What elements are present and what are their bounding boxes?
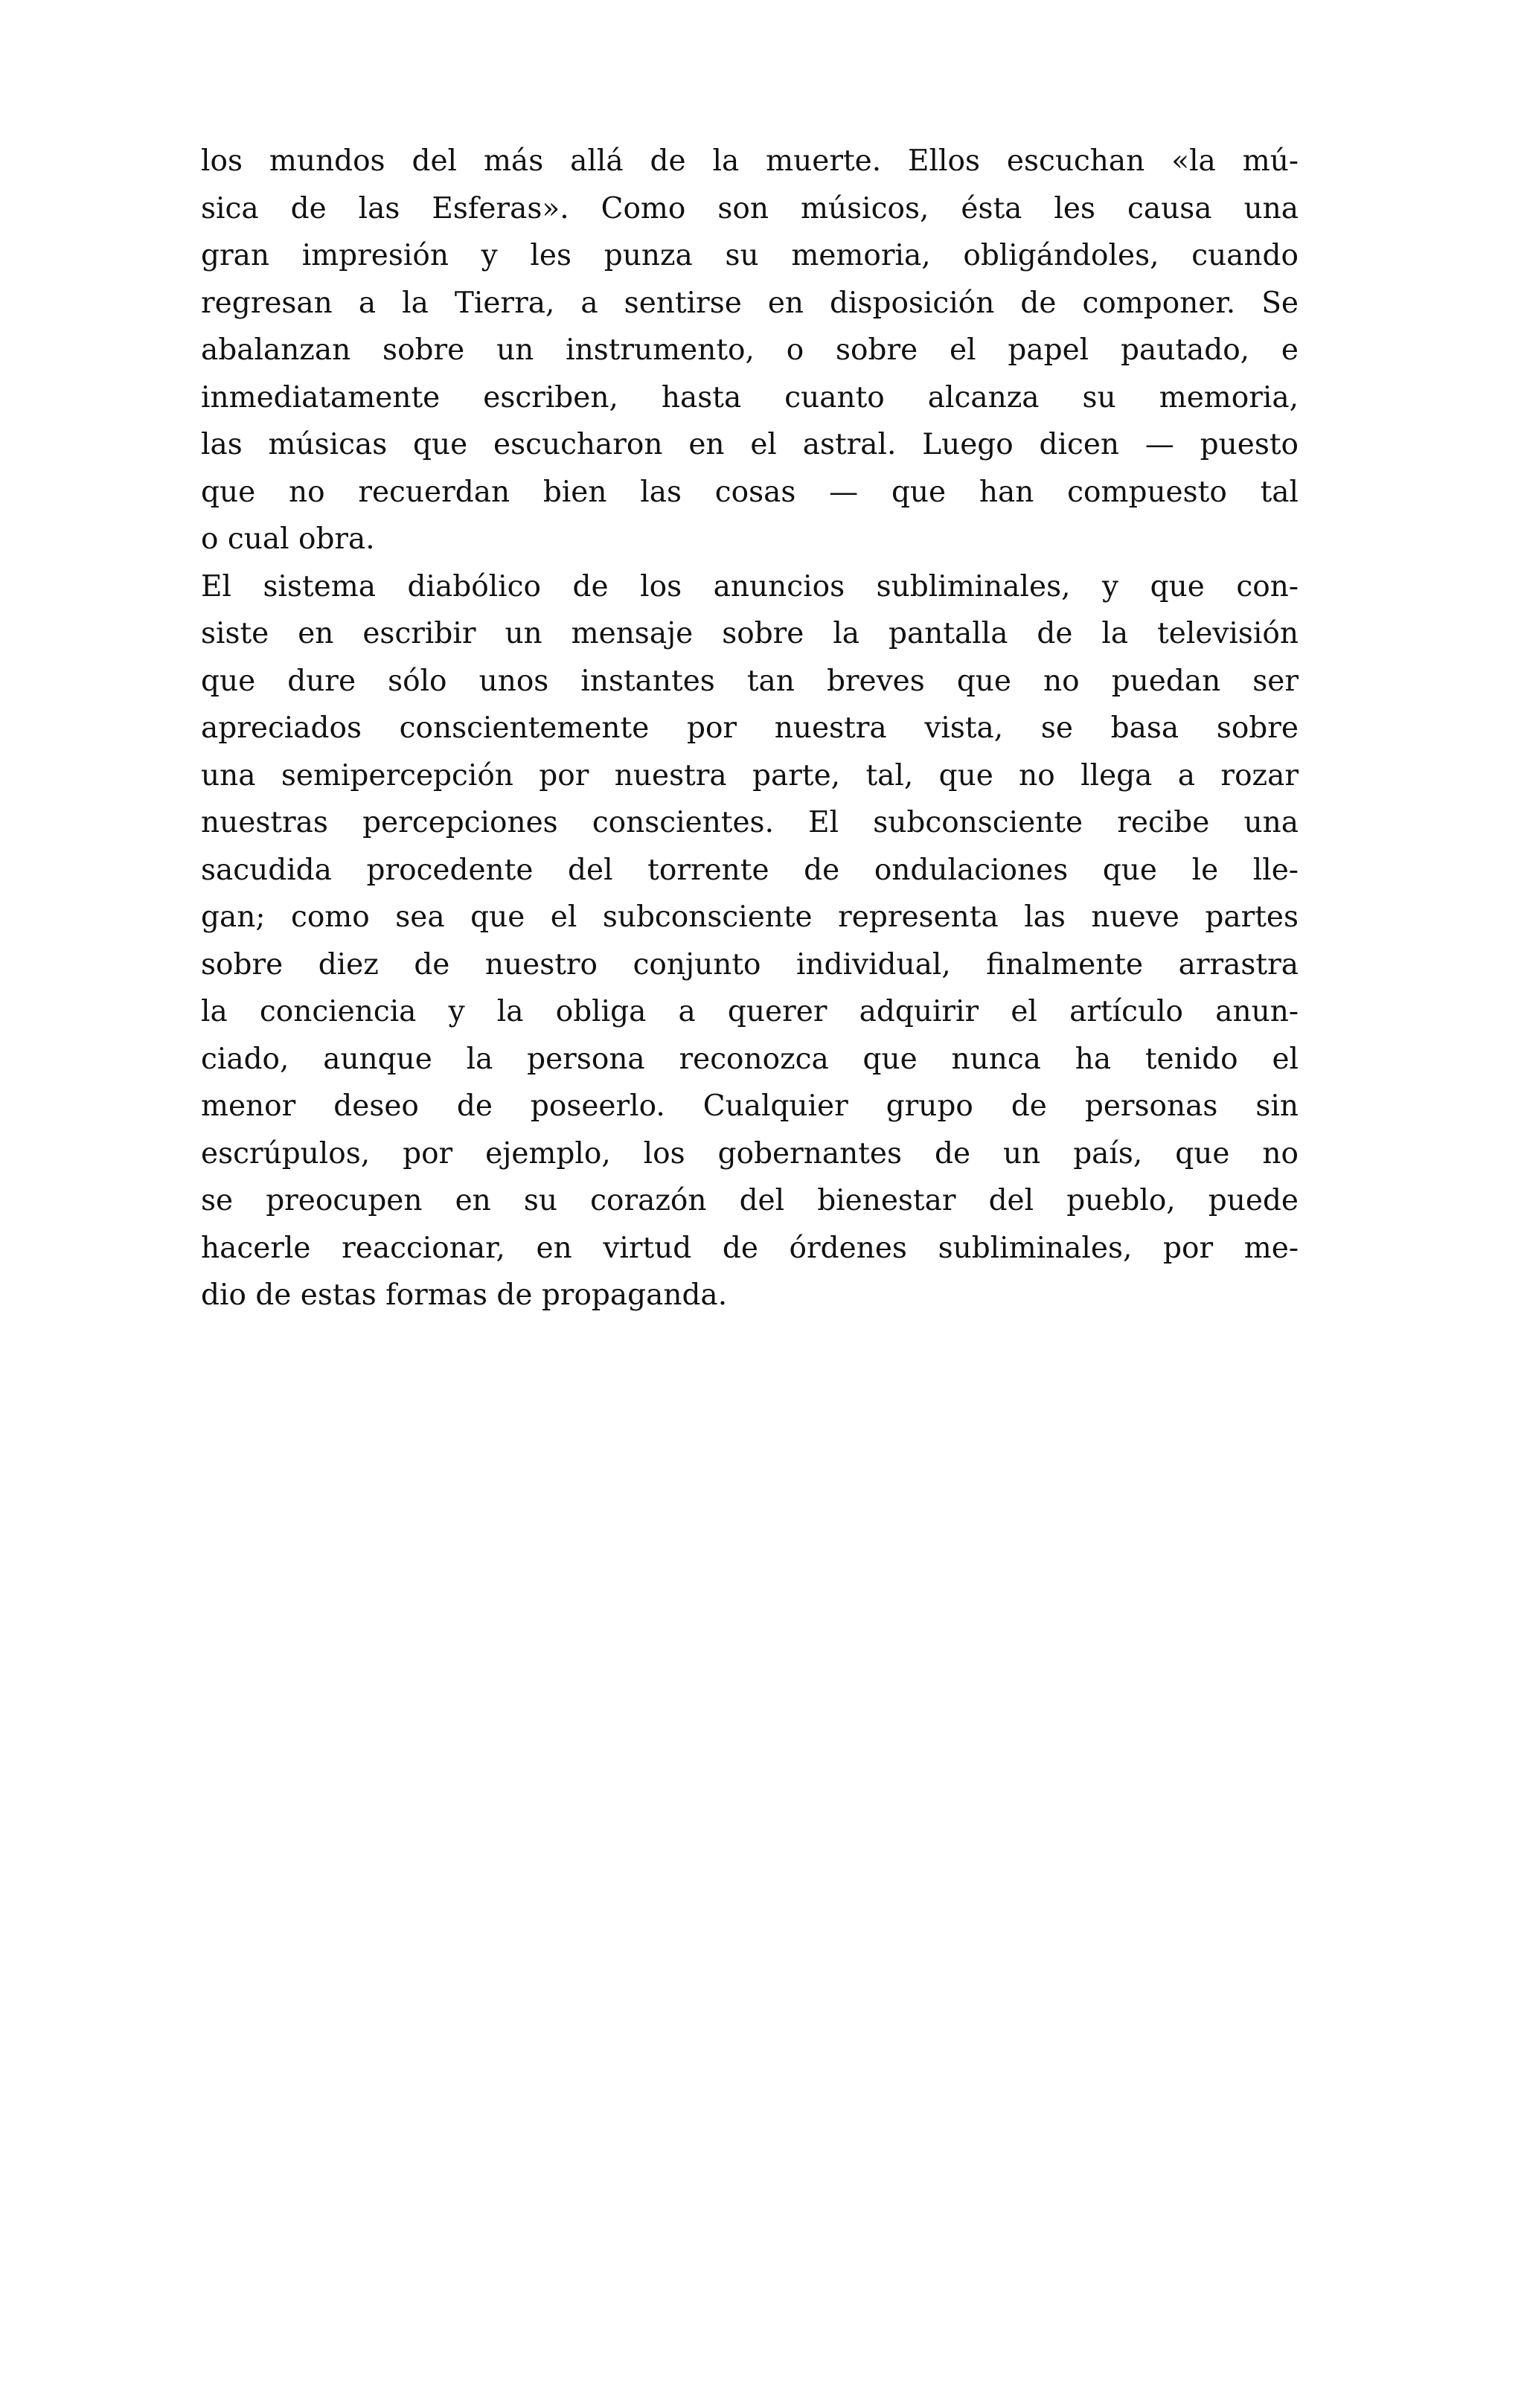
text-line: sacudida procedente del torrente de ondulaciones que le lle- xyxy=(201,853,1299,887)
text-line: menor deseo de poseerlo. Cualquier grupo de personas sin xyxy=(201,1089,1299,1123)
text-line: apreciados conscientemente por nuestra vista, se basa sobre xyxy=(201,711,1299,745)
text-line: inmediatamente escriben, hasta cuanto alcanza su memoria, xyxy=(201,380,1299,414)
text-line: una semipercepción por nuestra parte, tal, que no llega a rozar xyxy=(201,758,1299,792)
text-line: las músicas que escucharon en el astral. Luego dicen — puesto xyxy=(201,428,1299,461)
text-line: gran impresión y les punza su memoria, obligándoles, cuando xyxy=(201,239,1299,272)
text-line: sica de las Esferas». Como son músicos, ésta les causa una xyxy=(201,191,1299,225)
paragraph-1 xyxy=(201,138,1299,563)
text-line: siste en escribir un mensaje sobre la pantalla de la televisión xyxy=(201,617,1299,650)
text-line: se preocupen en su corazón del bienestar del pueblo, puede xyxy=(201,1184,1299,1217)
text-line: sobre diez de nuestro conjunto individual, finalmente arrastra xyxy=(201,947,1299,982)
text-line: hacerle reaccionar, en virtud de órdenes subliminales, por me- xyxy=(201,1231,1299,1265)
text-line: la conciencia y la obliga a querer adquirir el artículo anun- xyxy=(201,995,1299,1028)
paragraph-2 xyxy=(201,563,1299,1319)
body-text xyxy=(201,138,1299,1319)
text-line: El sistema diabólico de los anuncios subliminales, y que con- xyxy=(201,569,1299,603)
text-line: regresan a la Tierra, a sentirse en disposición de componer. Se xyxy=(201,286,1299,320)
text-line: ciado, aunque la persona reconozca que nunca ha tenido el xyxy=(201,1042,1299,1076)
text-line: los mundos del más allá de la muerte. Ellos escuchan «la mú- xyxy=(201,144,1299,178)
text-line: o cual obra. xyxy=(201,522,375,556)
text-line: que dure sólo unos instantes tan breves que no puedan ser xyxy=(201,664,1299,698)
text-line: gan; como sea que el subconsciente representa las nueve partes xyxy=(201,900,1299,934)
text-line: nuestras percepciones conscientes. El subconsciente recibe una xyxy=(201,806,1299,839)
text-line: escrúpulos, por ejemplo, los gobernantes de un país, que no xyxy=(201,1136,1299,1171)
text-line: que no recuerdan bien las cosas — que han compuesto tal xyxy=(201,475,1299,509)
text-line: abalanzan sobre un instrumento, o sobre el papel pautado, e xyxy=(201,333,1299,367)
text-line: dio de estas formas de propaganda. xyxy=(201,1278,728,1312)
